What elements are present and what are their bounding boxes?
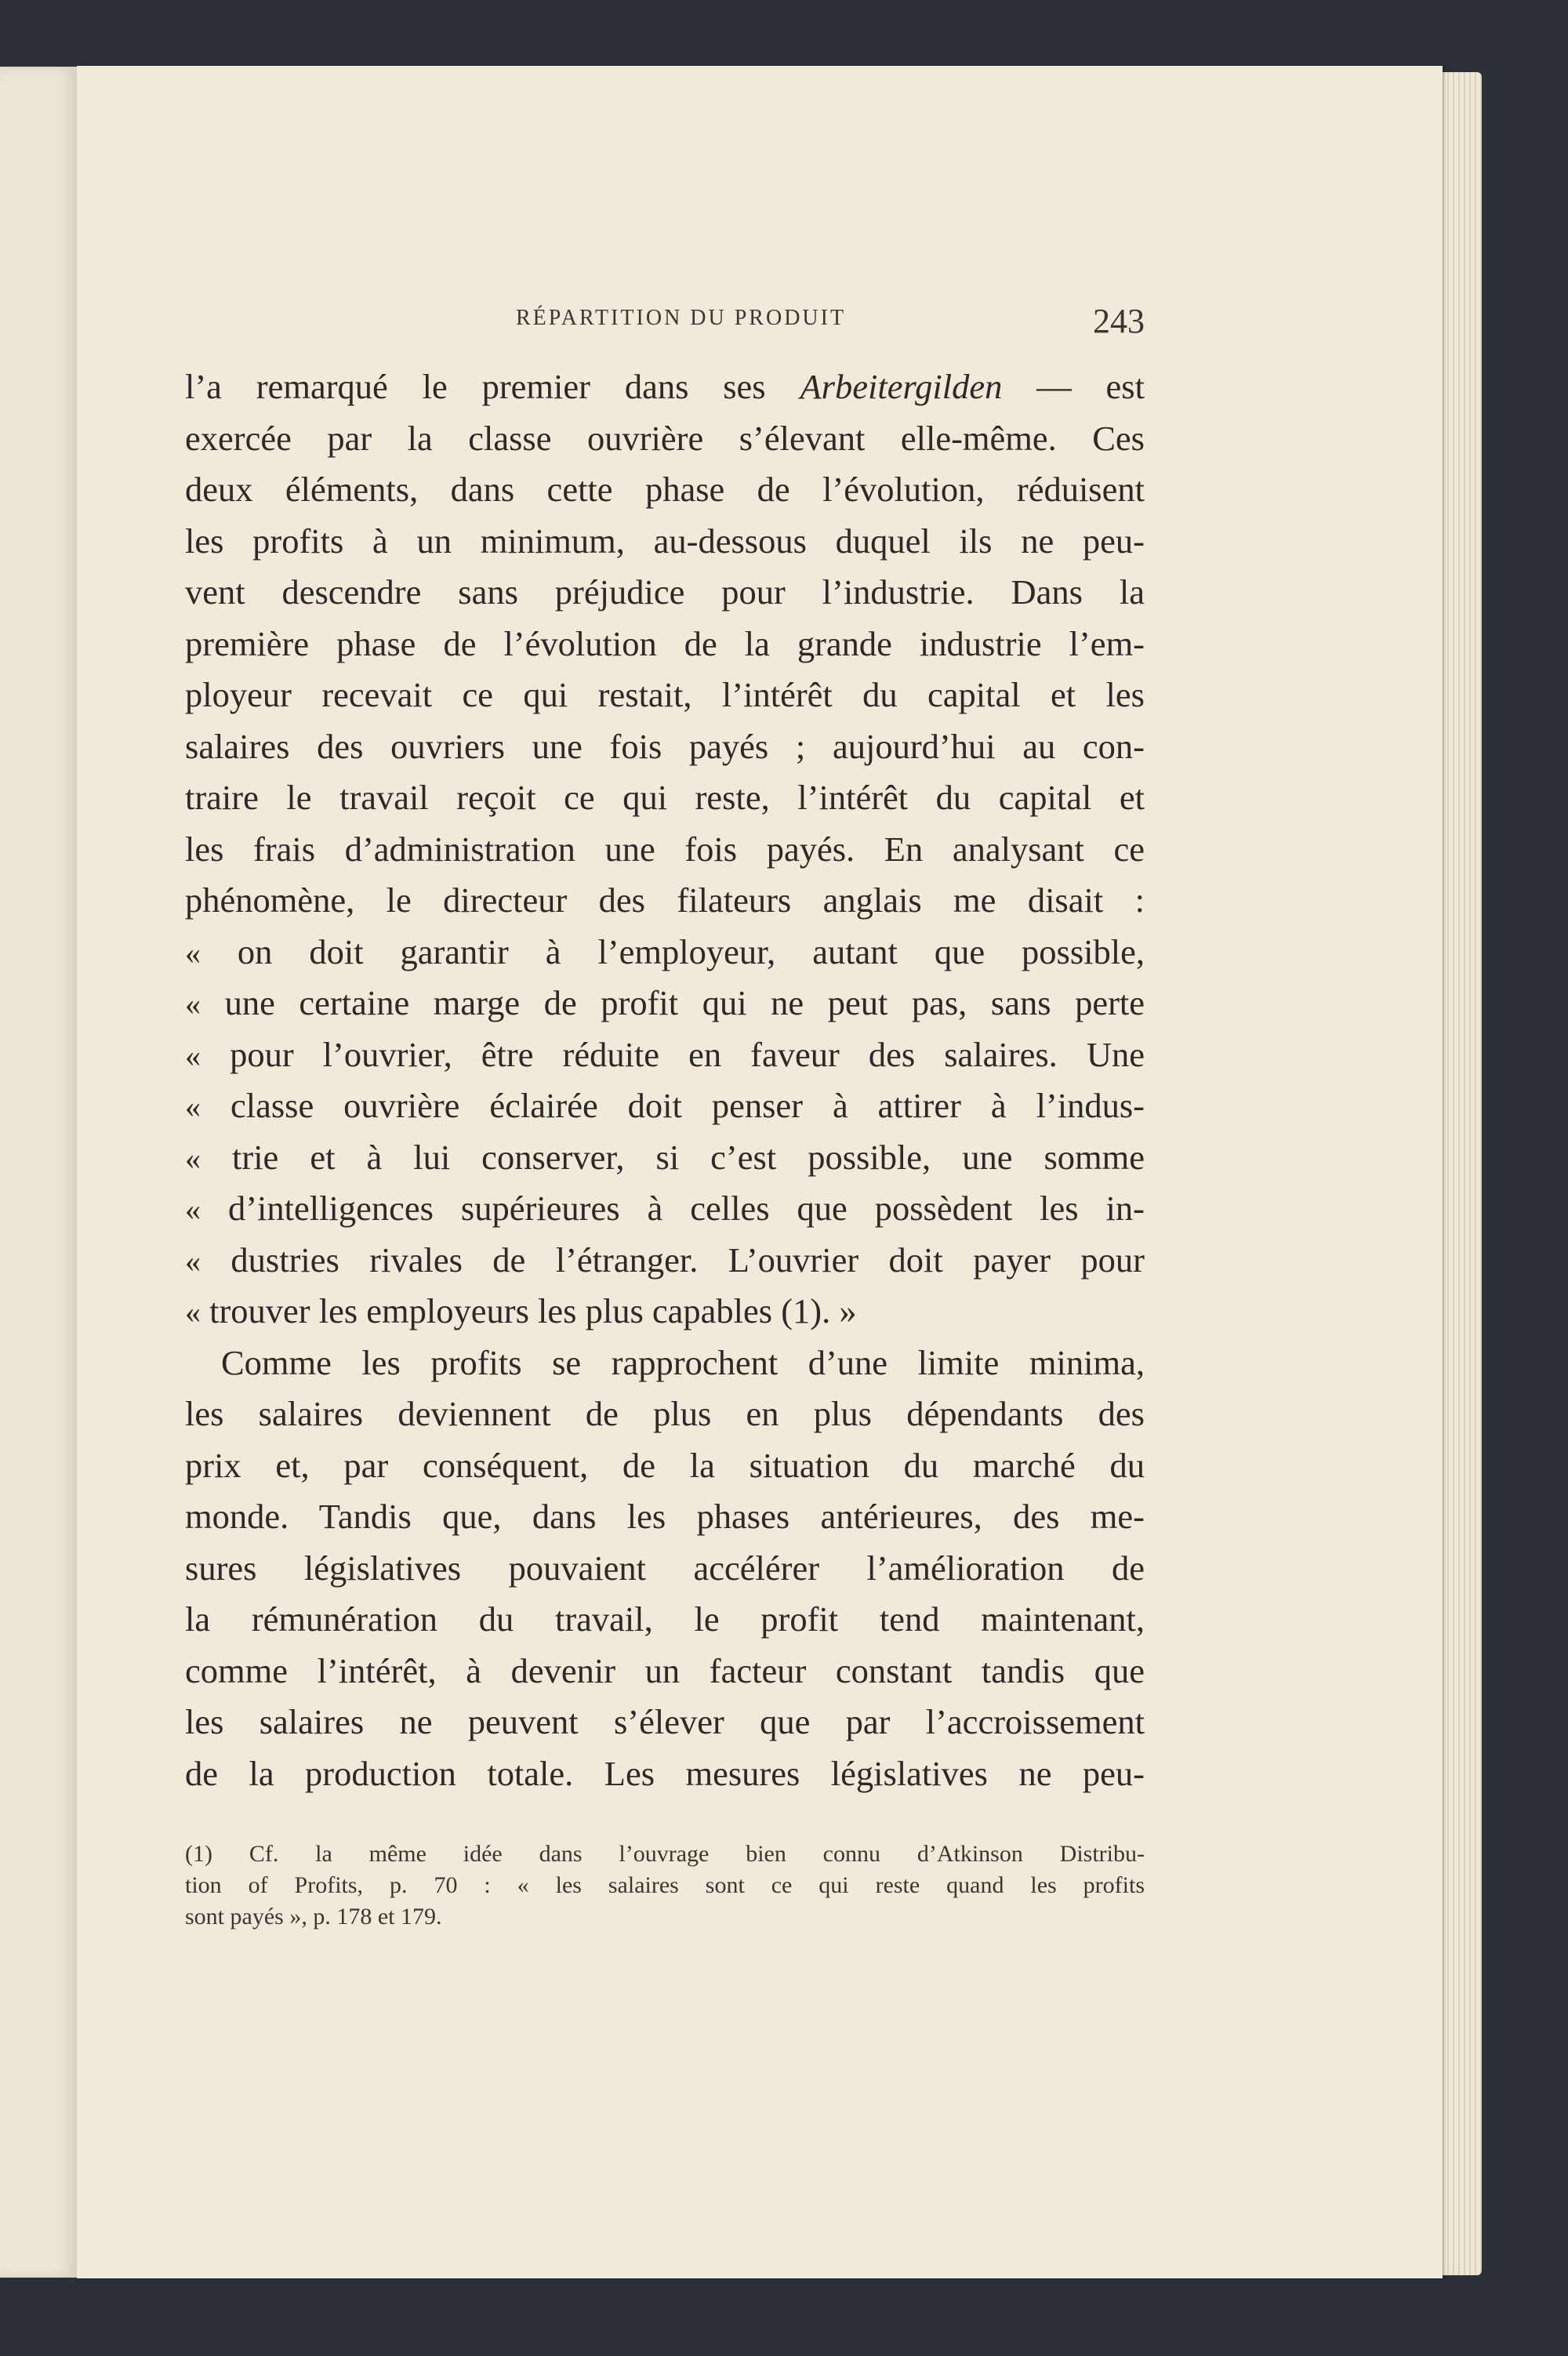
text-line: sures législatives pouvaient accélérer l’amélioration de bbox=[185, 1548, 1145, 1588]
text-line: exercée par la classe ouvrière s’élevant elle-même. Ces bbox=[185, 418, 1145, 458]
text-line: les profits à un minimum, au-dessous duquel ils ne peu- bbox=[185, 521, 1145, 561]
text-line: salaires des ouvriers une fois payés ; aujourd’hui au con- bbox=[185, 726, 1145, 766]
quote-mark: « bbox=[185, 1089, 201, 1124]
text-line: traire le travail reçoit ce qui reste, l’intérêt du capital et bbox=[185, 778, 1145, 817]
text-line: première phase de l’évolution de la grande industrie l’em- bbox=[185, 623, 1145, 663]
quote-line: « trouver les employeurs les plus capables (1). » bbox=[185, 1291, 857, 1330]
footnotes bbox=[185, 1839, 1145, 1933]
text-line: prix et, par conséquent, de la situation du marché du bbox=[185, 1445, 1145, 1485]
text-line: l’a remarqué le premier dans ses Arbeitergilden — est bbox=[185, 367, 1145, 406]
text-line: ployeur recevait ce qui restait, l’intérêt du capital et les bbox=[185, 675, 1145, 714]
page-number: 243 bbox=[1093, 302, 1145, 340]
body-text bbox=[185, 361, 1145, 1799]
footnote-line: tion of Profits, p. 70 : « les salaires sont ce qui reste quand les profits bbox=[185, 1872, 1145, 1898]
quote-line: « dustries rivales de l’étranger. L’ouvrier doit payer pour bbox=[185, 1240, 1145, 1280]
quote-mark: « bbox=[185, 1192, 201, 1227]
quote-mark: « bbox=[185, 1294, 201, 1330]
quote-line: « d’intelligences supérieures à celles que possèdent les in- bbox=[185, 1189, 1145, 1228]
quote-mark: « bbox=[185, 1037, 201, 1073]
quote-mark: « bbox=[185, 935, 201, 971]
text-line: phénomène, le directeur des filateurs anglais me disait : bbox=[185, 880, 1145, 920]
running-head bbox=[187, 301, 1145, 340]
footnote-line: (1) Cf. la même idée dans l’ouvrage bien connu d’Atkinson Distribu- bbox=[185, 1841, 1145, 1867]
quote-mark: « bbox=[185, 1140, 201, 1176]
footnote-line: sont payés », p. 178 et 179. bbox=[185, 1904, 442, 1929]
text-line: les frais d’administration une fois payés. En analysant ce bbox=[185, 829, 1145, 869]
text-line: Comme les profits se rapprochent d’une limite minima, bbox=[221, 1342, 1145, 1382]
text-line: deux éléments, dans cette phase de l’évolution, réduisent bbox=[185, 470, 1145, 509]
quote-line: « une certaine marge de profit qui ne peut pas, sans perte bbox=[185, 983, 1145, 1022]
text-line: de la production totale. Les mesures législatives ne peu- bbox=[185, 1753, 1145, 1793]
facing-page-edge bbox=[0, 67, 78, 2278]
text-line: comme l’intérêt, à devenir un facteur constant tandis que bbox=[185, 1650, 1145, 1690]
quote-line: « trie et à lui conserver, si c’est possible, une somme bbox=[185, 1137, 1145, 1177]
quote-line: « on doit garantir à l’employeur, autant que possible, bbox=[185, 931, 1145, 971]
quote-line: « classe ouvrière éclairée doit penser à attirer à l’indus- bbox=[185, 1086, 1145, 1125]
text-line: vent descendre sans préjudice pour l’industrie. Dans la bbox=[185, 572, 1145, 612]
quote-mark: « bbox=[185, 986, 201, 1022]
text-line: monde. Tandis que, dans les phases antérieures, des me- bbox=[185, 1497, 1145, 1536]
text-line: les salaires deviennent de plus en plus dépendants des bbox=[185, 1394, 1145, 1433]
text-line: les salaires ne peuvent s’élever que par l’accroissement bbox=[185, 1702, 1145, 1741]
quote-line: « pour l’ouvrier, être réduite en faveur des salaires. Une bbox=[185, 1034, 1145, 1074]
running-title: RÉPARTITION DU PRODUIT bbox=[516, 306, 847, 330]
emphasized-title: Arbeitergilden bbox=[800, 367, 1003, 406]
text-line: la rémunération du travail, le profit tend maintenant, bbox=[185, 1599, 1145, 1639]
quote-mark: « bbox=[185, 1243, 201, 1279]
